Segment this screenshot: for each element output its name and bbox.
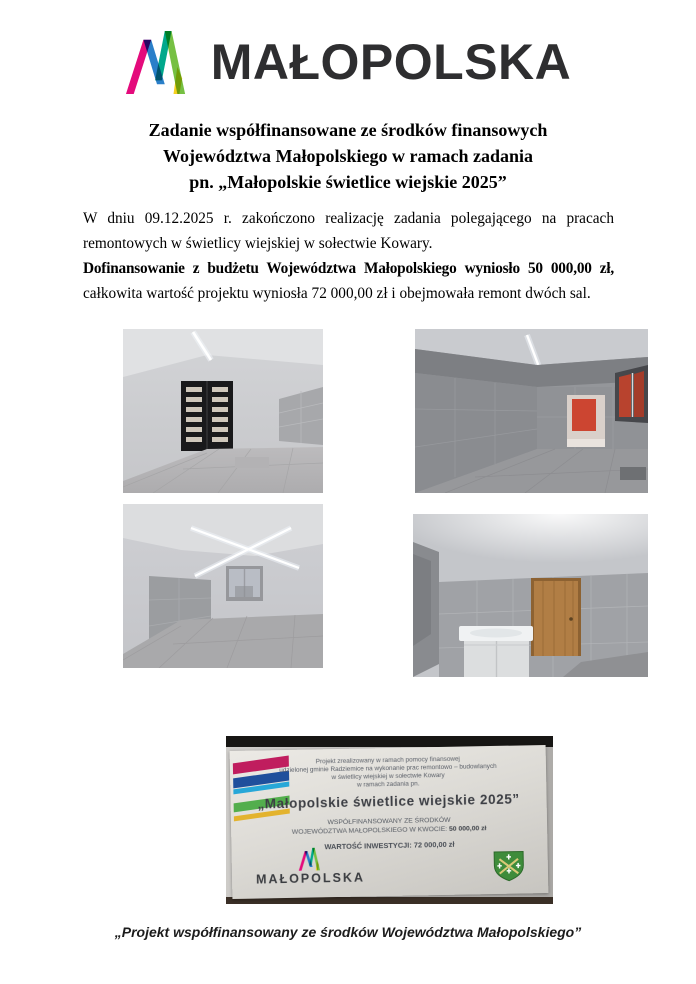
board-intro-line-1: Projekt zrealizowany w ramach pomocy finansowej [315, 755, 460, 766]
board-malopolska-logo [255, 846, 365, 886]
floor-hatch [235, 457, 269, 468]
red-door [572, 399, 596, 431]
board-intro-line-2: udzielonej gminie Radziemice na wykonanie prac remontowo – budowlanych [279, 762, 497, 775]
document-title [0, 117, 696, 195]
board-funding-text [231, 814, 547, 838]
body-line-1: W dniu 09.12.2025 r. zakończono realizację zadania polegającego na pracach [83, 210, 614, 227]
door-handle [569, 617, 573, 621]
photo-tiled-room-window [415, 329, 648, 493]
board-malopolska-m-icon [298, 847, 322, 870]
radiator [620, 467, 646, 480]
board-title: „Małopolskie świetlice wiejskie 2025” [257, 791, 520, 812]
information-board [230, 745, 549, 899]
malopolska-logo [0, 22, 696, 102]
board-investment-line: WARTOŚĆ INWESTYCJI: 72 000,00 zł [324, 839, 455, 852]
title-line-2: Województwa Małopolskiego w ramach zadania [163, 146, 533, 166]
coat-of-arms-icon [492, 850, 527, 882]
board-intro-line-3: w świetlicy wiejskiej w sołectwie Kowary [331, 771, 445, 782]
light-glare [413, 514, 648, 584]
malopolska-m-icon [125, 29, 189, 95]
photo-information-board [226, 736, 553, 904]
title-line-1: Zadanie współfinansowane ze środków finansowych [148, 120, 548, 140]
body-line-4: całkowita wartość projektu wyniosła 72 000,00 zł i obejmowała remont dwóch sal. [83, 285, 591, 302]
board-funding-line-2: WOJEWÓDZTWA MAŁOPOLSKIEGO W KWOCIE: 50 000,00 zł [291, 825, 487, 836]
photo-wooden-door-sink [413, 514, 648, 677]
board-malopolska-text: MAŁOPOLSKA [255, 870, 366, 887]
sink-cabinet [459, 626, 533, 677]
body-line-2: remontowych w świetlicy wiejskiej w sołectwie Kowary. [83, 235, 433, 252]
photo-hall-cross-light [123, 504, 323, 668]
body-line-3-funding: Dofinansowanie z budżetu Województwa Małopolskiego wyniosło 50 000,00 zł, [83, 260, 614, 277]
malopolska-logo-text: MAŁOPOLSKA [210, 34, 572, 90]
footer-note: „Projekt współfinansowany ze środków Województwa Małopolskiego” [114, 924, 582, 940]
board-funding-line-1: WSPÓŁFINANSOWANY ZE ŚRODKÓW [327, 816, 451, 827]
board-intro-text [230, 754, 547, 792]
body-paragraph [83, 206, 614, 306]
title-line-3: pn. „Małopolskie świetlice wiejskie 2025” [189, 172, 507, 192]
board-intro-line-4: w ramach zadania pn. [356, 780, 420, 789]
photo-hall-black-doors [123, 329, 323, 493]
